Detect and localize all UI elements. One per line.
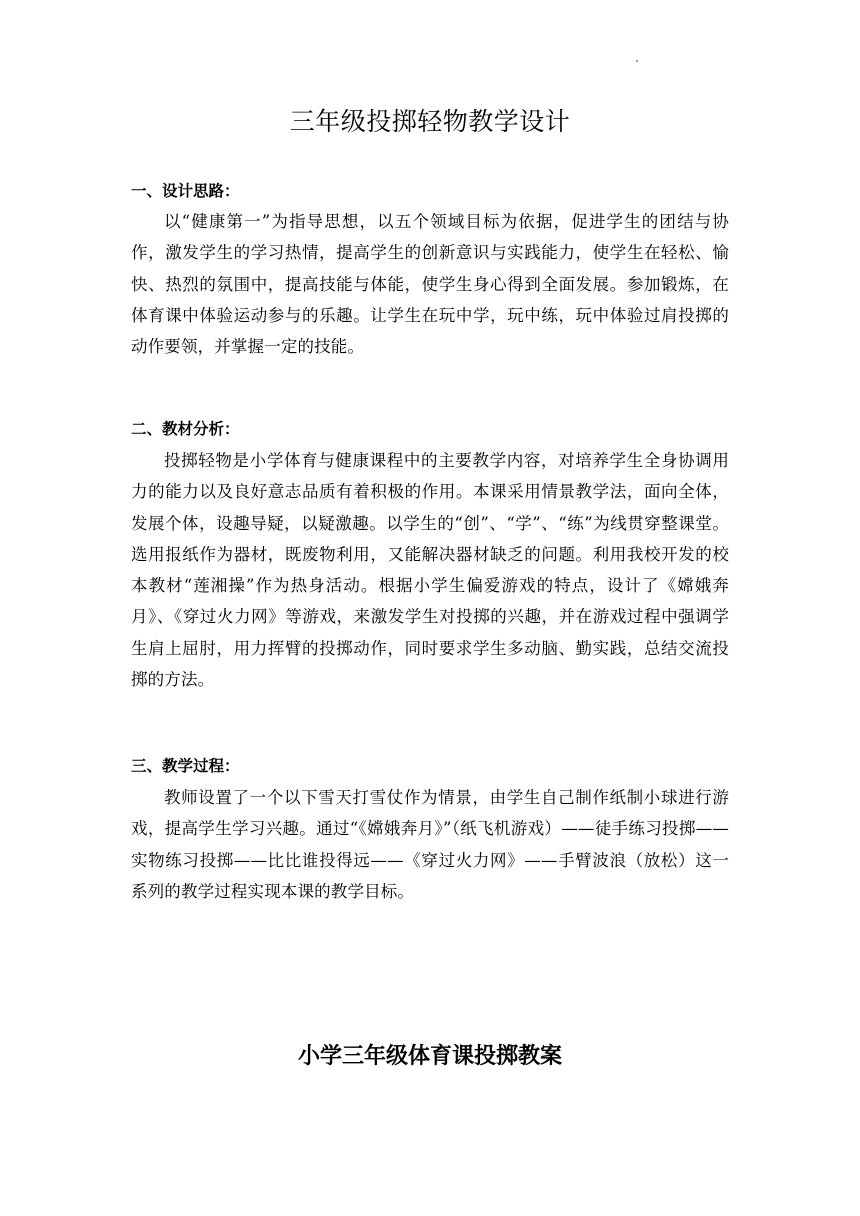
document-title: 三年级投掷轻物教学设计 [289,107,571,136]
section-heading-design-idea: 一、设计思路： [131,182,240,200]
section-heading-teaching-process: 三、教学过程： [131,757,240,775]
section-body-teaching-process: 教师设置了一个以下雪天打雪仗作为情景，由学生自己制作纸制小球进行游戏，提高学生学习兴趣。通过“《嫦娥奔月》”（纸飞机游戏）——徒手练习投掷——实物练习投掷——比比谁投得远——《穿过火力网》——手臂波浪（放松）这一系列的教学过程实现本课的教学目标。 [131,788,729,901]
second-document-title: 小学三年级体育课投掷教案 [297,1044,562,1069]
section-body-design-idea: 以“健康第一”为指导思想，以五个领域目标为依据，促进学生的团结与协作，激发学生的学习热情，提高学生的创新意识与实践能力，使学生在轻松、愉快、热烈的氛围中，提高技能与体能，使学生身心得到全面发展。参加锻炼，在体育课中体验运动参与的乐趣。让学生在玩中学，玩中练，玩中体验过肩投掷的动作要领，并掌握一定的技能。 [131,212,729,357]
section-body-material-analysis: 投掷轻物是小学体育与健康课程中的主要教学内容，对培养学生全身协调用力的能力以及良好意志品质有着积极的作用。本课采用情景教学法，面向全体，发展个体，设趣导疑，以疑激趣。以学生的“创”、“学”、“练”为线贯穿整课堂。选用报纸作为器材，既废物利用，又能解决器材缺乏的问题。利用我校开发的校本教材“莲湘操”作为热身活动。根据小学生偏爱游戏的特点，设计了《嫦娥奔月》、《穿过火力网》等游戏，来激发学生对投掷的兴趣，并在游戏过程中强调学生肩上屈肘，用力挥臂的投掷动作，同时要求学生多动脑、勤实践，总结交流投掷的方法。 [131,451,729,690]
page-speck [636,60,638,62]
section-heading-material-analysis: 二、教材分析： [131,420,240,438]
